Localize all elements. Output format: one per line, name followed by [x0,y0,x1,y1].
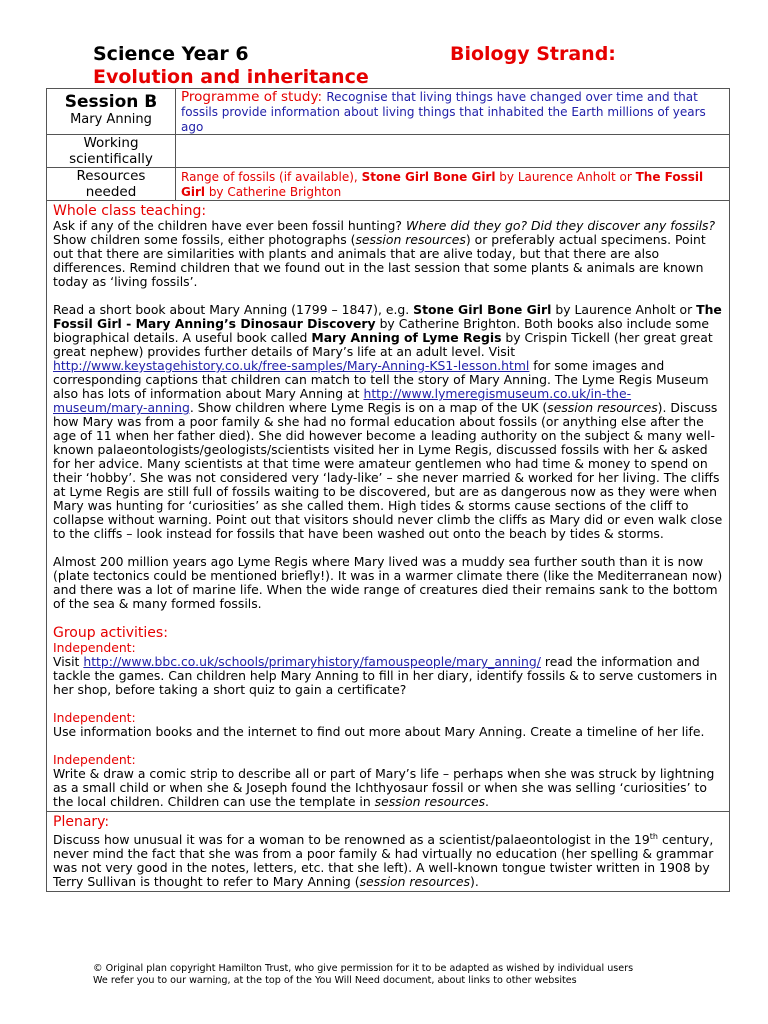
text-run: session resources [355,232,466,247]
text-run: session resources [359,874,470,890]
footer-copyright: © Original plan copyright Hamilton Trust, who give permission for it to be adapted as wished by individual users [93,963,634,974]
text-run: Discuss how unusual it was for a woman to be renowned as a scientist/palaeontologist in the 19 [53,832,650,848]
text-run: Ask if any of the children have ever been fossil hunting? [53,218,406,233]
lyme-regis-museum-link[interactable]: http://www.lymeregismuseum.co.uk/in-the-museum/mary-anning [53,386,632,415]
group-activities-heading: Group activities: [53,625,168,641]
plenary-cell [47,812,730,892]
text-run: session resources [547,400,658,415]
lesson-plan-table [46,88,730,892]
book-title: The Fossil Girl [181,170,704,199]
text-run: ). [469,874,479,890]
activity-label: Independent: [53,640,136,655]
text-run: Read a short book about Mary Anning (1799 – 1847), e.g. [53,302,414,317]
activity-text [53,767,723,809]
book-title: The Fossil Girl - Mary Anning’s Dinosaur Discovery [53,302,722,331]
text-run: read the information and tackle the games. Can children help Mary Anning to fill in her diary, identify fossils & to serve customers in her shop, before taking a short quiz to gain a certificate? [53,654,718,697]
text-run: Write & draw a comic strip to describe all or part of Mary’s life – perhaps when she was struck by lightning as a small child or when she & Joseph found the Ichthyosaur fossil or when she was selling ‘curiosities’ to the local children. Children can use the template in [53,766,715,809]
working-label-cell [47,135,176,168]
text-run: . Show children where Lyme Regis is on a map of the UK ( [189,400,548,415]
bbc-link[interactable]: http://www.bbc.co.uk/schools/primaryhistory/famouspeople/mary_anning/ [83,654,541,669]
resources-label: Resources needed [76,168,146,200]
plenary-text [53,830,723,889]
resources-text: by Laurence Anholt or [495,170,636,184]
programme-text: Recognise that living things have changed over time and that fossils provide information about living things that inhabited the Earth millions of years ago [181,90,706,134]
resources-label-cell [47,168,176,201]
programme-cell [176,89,730,135]
page-title: Science Year 6 [93,43,249,65]
text-run: century, never mind the fact that she was from a poor family & had virtually no education (her spelling & grammar was not very good in the notes, letters, etc. that she left). A well-known tongue twister written in 1908 by Terry Sullivan is thought to refer to Mary Anning ( [53,832,714,890]
resources-row [47,168,730,201]
plenary-row [47,812,730,892]
activity-label: Independent: [53,710,136,725]
whole-class-heading: Whole class teaching: [53,203,207,219]
whole-class-cell [47,201,730,812]
book-title: Stone Girl Bone Girl [361,170,496,184]
whole-class-paragraph [53,219,723,289]
text-run: Where did they go? Did they discover any fossils? [405,218,716,233]
working-label: Working scientifically [69,135,153,167]
text-run: by Laurence Anholt or [551,302,697,317]
text-run: Visit [53,654,84,669]
text-run: ). Discuss how Mary was from a poor family & she had no formal education about fossils (or anything else after the age of 11 when her father died). She did however become a leading authority on the subject & many well-known palaeontologists/geologists/scientists visited her in Lyme Regis, discussed fossils with her & asked for her advice. Many scientists at that time were amateur gentlemen who had time & money to spend on their ‘hobby’. She was not considered very ‘lady-like’ – she never married & worked for her living. The cliffs at Lyme Regis are still full of fossils waiting to be discovered, but are as dangerous now as they were when Mary was hunting for ‘curiosities’ as she called them. High tides & storms cause sections of the cliff to collapse without warning. Point out that visitors should never climb the cliffs as Mary did or even walk close to the cliffs – look instead for fossils that have been washed out onto the beach by tides & storms. [53,400,723,541]
session-row [47,89,730,135]
resources-text-cell [176,168,730,201]
text-run: session resources [374,794,486,809]
activity-label: Independent: [53,752,136,767]
text-run: . [485,794,489,809]
resources-text: Range of fossils (if available), [181,170,362,184]
session-cell [47,89,176,135]
text-run: for some images and corresponding captions that children can match to tell the story of Mary Anning. The Lyme Regis Museum also has lots of information about Mary Anning at [53,358,709,401]
activity-text: Use information books and the internet to find out more about Mary Anning. Create a timeline of her life. [53,724,705,739]
programme-heading: Programme of study: [181,89,327,105]
working-row [47,135,730,168]
text-run: ) or preferably actual specimens. Point out that there are similarities with plants and animals that are alive today, but that there are also differences. Remind children that we found out in the last session that some plants & animals are known today as ‘living fossils’. [53,232,706,289]
whole-class-row [47,201,730,812]
book-title: Stone Girl Bone Girl [413,302,552,317]
text-run: th [649,832,658,841]
strand-title: Biology Strand: [450,43,616,65]
strand-subtitle: Evolution and inheritance [93,66,369,88]
text-run: Show children some fossils, either photographs ( [53,232,356,247]
book-title: Mary Anning of Lyme Regis [311,330,502,345]
working-value-cell [176,135,730,168]
footer-warning: We refer you to our warning, at the top of the You Will Need document, about links to other websites [93,975,577,986]
whole-class-paragraph [53,303,723,541]
activity-text [53,655,723,697]
session-name: Mary Anning [70,112,152,127]
resources-text: by Catherine Brighton [205,185,342,199]
session-label: Session B [64,92,158,112]
text-run: by Catherine Brighton. Both books also include some biographical details. A useful book called [53,316,710,345]
keystagehistory-link[interactable]: http://www.keystagehistory.co.uk/free-samples/Mary-Anning-KS1-lesson.html [53,358,530,373]
plenary-heading: Plenary: [53,814,110,830]
whole-class-paragraph: Almost 200 million years ago Lyme Regis where Mary lived was a muddy sea further south than it is now (plate tectonics could be mentioned briefly!). It was in a warmer climate there (like the Mediterranean now) and there was a lot of marine life. When the wide range of creatures died their remains sank to the bottom of the sea & many formed fossils. [53,554,723,611]
text-run: by Crispin Tickell (her great great great nephew) provides further details of Mary’s life at an adult level. Visit [53,330,713,359]
